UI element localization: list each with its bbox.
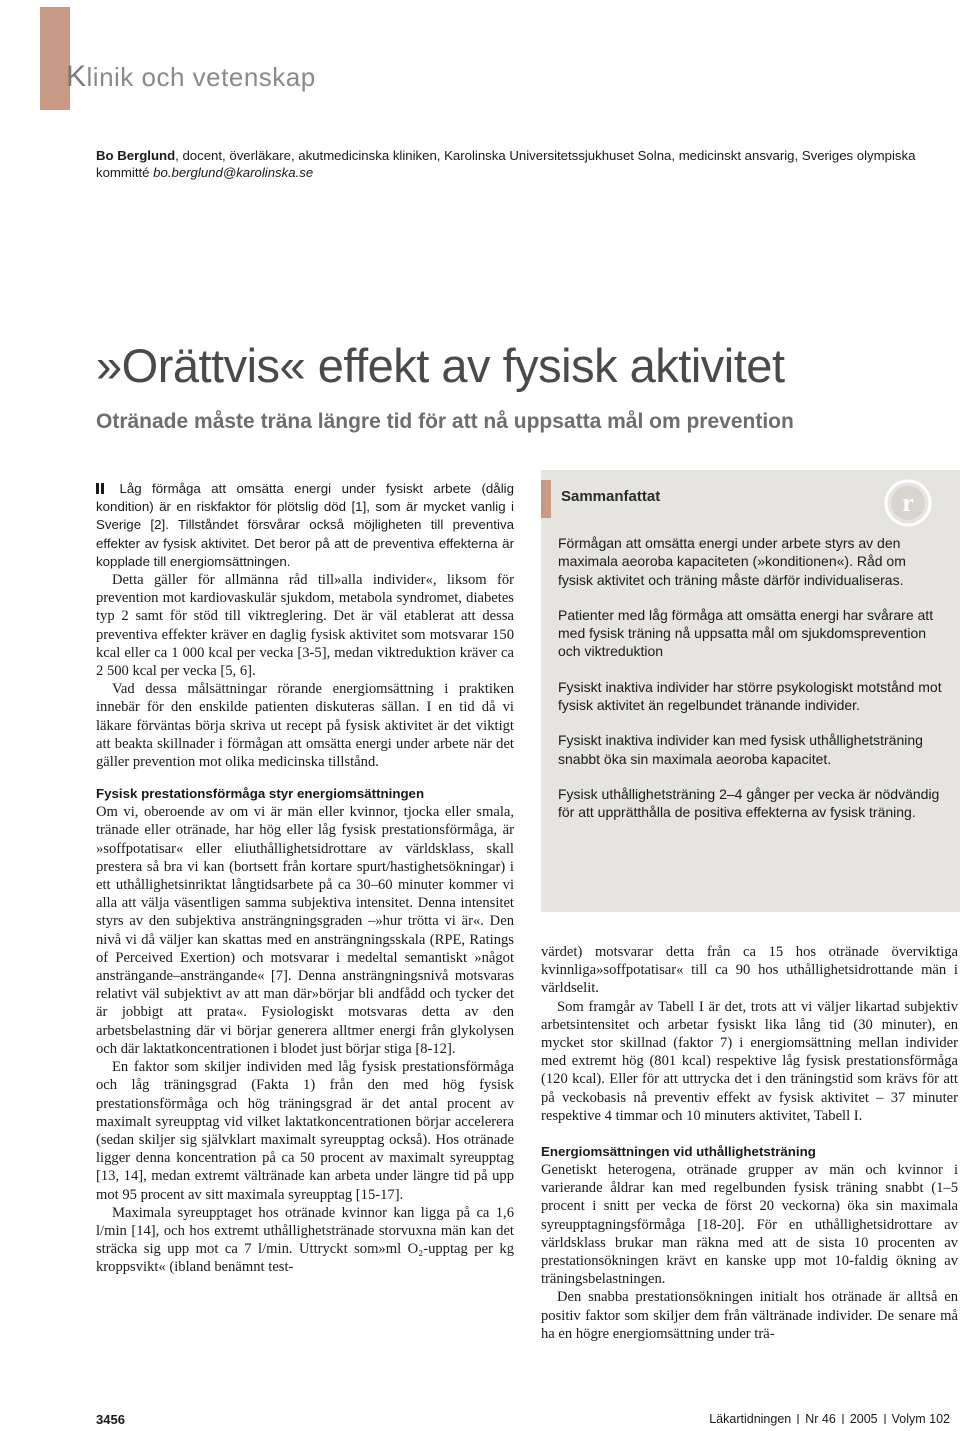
- author-info: [96, 147, 936, 181]
- body-paragraph: Detta gäller för allmänna råd till»alla individer«, liksom för prevention mot kardiovaskulär sjukdom, metabola syndromet, diabetes typ 2 samt för stöd till viktreglering. Det är väl etablerat att dessa preventiva effekter kräver en daglig fysisk aktivitet som motsvarar 150 kcal eller ca 1 000 kcal per vecka [3-5], medan viktreduktion kräver ca 2 500 kcal per vecka [5, 6].: [96, 572, 514, 680]
- page-number: 3456: [96, 1412, 125, 1427]
- summary-item: Fysisk uthållighetsträning 2–4 gånger per vecka är nödvändig för att upprätthålla de positiva effekterna av fysisk träning.: [558, 785, 940, 821]
- headline: »Orättvis« effekt av fysisk aktivitet: [96, 339, 785, 392]
- subheadline: Otränade måste träna längre tid för att nå uppsatta mål om prevention: [96, 410, 794, 433]
- summary-item: Förmågan att omsätta energi under arbete styrs av den maximala aeoroba kapaciteten (»konditionen«). Råd om fysisk aktivitet och träning måste därför individualiseras.: [558, 535, 906, 588]
- body-paragraph: värdet) motsvarar detta från ca 15 hos otränade överviktiga kvinnliga»soffpotatisar« till ca 90 hos uthållighetsidrottande män i världselit.: [541, 944, 958, 997]
- summary-item: Fysiskt inaktiva individer kan med fysisk uthållighetsträning snabbt öka sin maximala aeoroba kapacitet.: [558, 732, 923, 767]
- body-paragraph: Genetiskt heterogena, otränade grupper av män och kvinnor i varierande åldrar kan med regelbunden fysisk träning snabbt (1–5 procent i snitt per vecka de först 20 veckorna) öka sin maximala syreupptagningsförmåga [18-20]. För en uthållighetsidrottare av världsklass brukar man räkna med att de sista 10 procenten av prestationsökningen krävt en kanske upp mot 10-faldig ökning av träningsbelastningen.: [541, 1162, 958, 1288]
- body-paragraph: Som framgår av Tabell I är det, trots att vi väljer likartad subjektiv arbetsintensitet och arbetar fysiskt lika lång tid (30 minuter), en mycket stor skillnad (faktor 7) i energiomsättning mellan individer med extremt hög (801 kcal) respektive låg fysisk prestationsförmåga (120 kcal). Eller för att uttrycka det i den träningstid som krävs för att på veckobasis nå preventiv effekt av fysisk aktivitet – 37 minuter respektive 4 timmar och 10 minuters aktivitet, Tabell I.: [541, 998, 958, 1124]
- footer-year: 2005: [849, 1412, 878, 1426]
- svg-text:r: r: [902, 488, 914, 517]
- section-title-rest: linik och vetenskap: [86, 62, 316, 92]
- body-paragraph: Om vi, oberoende av om vi är män eller kvinnor, tjocka eller smala, tränade eller otränade, har hög eller låg fysisk prestationsförmåga, är »soffpotatisar« eller eliuthållighetsidrottare av världsklass, skall prestera så bra vi kan (bortsett från kortare spurt/hastighetsökningar) i ett uthållighetsinriktat långtidsarbete på ca 30–60 minuter kommer vi alla att välja väsentligen samma subjektiva intensitet. Denna intensitet styrs av den subjektiva ansträngningsgraden –»hur trötta vi är«. Den nivå vi då väljer kan skattas med en ansträngningsskala (RPE, Ratings of Perceived Exertion) och motsvarar i medeltal semantiskt »något ansträngande–ansträngande« [7]. Denna ansträngningsnivå motsvaras relativt väl subjektivt av att man där»börjar bli andfådd och tycker det är jobbigt att prata«. Fysiologiskt motsvaras detta av den arbetsbelastning där vi börjar generera alltmer energi från glykolysen och där laktatkoncentrationen i blodet just börjar stiga [8-12].: [96, 804, 514, 1057]
- section-color-block: [40, 7, 70, 110]
- footer-separator: [842, 1414, 844, 1424]
- r-circle-logo-icon: [883, 478, 933, 528]
- author-name: Bo Berglund: [96, 148, 176, 163]
- section-title: [66, 60, 323, 94]
- body-paragraph: Maximala syreupptaget hos otränade kvinnor kan ligga på ca 1,6 l/min [14], och hos extremt uthållighetstränade storvuxna män kan det sträcka sig upp mot ca 7 l/min. Uttryckt som»ml O₂-upptag per kg kroppsvikt« (ibland benämnt test-: [96, 1204, 514, 1276]
- summary-box-body: [558, 534, 943, 839]
- footer-separator: [797, 1414, 799, 1424]
- footer-volume: Volym 102: [891, 1412, 950, 1426]
- author-email[interactable]: bo.berglund@karolinska.se: [153, 165, 314, 180]
- summary-box-title: Sammanfattat: [561, 488, 661, 505]
- body-paragraph: En faktor som skiljer individen med låg fysisk prestationsförmåga och låg träningsgrad (Fakta 1) från den med hög fysisk prestationsförmåga och hög träningsgrad är det antal procent av maximalt syreupptag vid vilket laktatkoncentrationen börjar accelerera (sedan skiljer sig självklart maximalt syreupptag också). Hos otränade ligger denna koncentration på ca 50 procent av maximalt syreupptag [13, 14], medan extremt vältränade kan arbeta under längre tid på upp mot 95 procent av sitt maximala syreupptag [15-17].: [96, 1059, 514, 1203]
- footer-journal: Läkartidningen: [709, 1412, 792, 1426]
- section-title-initial: K: [66, 60, 87, 93]
- summary-item: Patienter med låg förmåga att omsätta energi har svårare att med fysisk träning nå uppsatta mål om sjukdomsprevention och viktreduktion: [558, 606, 934, 660]
- body-paragraph: Vad dessa målsättningar rörande energiomsättning i praktiken innebär för den enskilde patienten diskuteras sällan. I en tid då vi läkare förväntas börja skriva ut recept på fysisk aktivitet är det viktigt att beakta skillnader i förmågan att omsätta energi under arbete när det gäller prevention mot olika medicinska tillstånd.: [96, 681, 514, 771]
- start-marker-icon: [96, 481, 109, 499]
- lead-paragraph: [96, 480, 514, 571]
- lead-text: Låg förmåga att omsätta energi under fysiskt arbete (dålig kondition) är en riskfaktor för plötslig död [1], som är mycket vanlig i Sverige [2]. Tillståndet försvårar också möjligheten till preventiva effekter av fysisk aktivitet. Det beror på att de preventiva effekterna är kopplade till energiomsättningen.: [96, 481, 515, 569]
- body-paragraph: Den snabba prestationsökningen initialt hos otränade är alltså en positiv faktor som skiljer dem från vältränade individer. De senare må ha en högre energiomsättning under trä-: [541, 1289, 958, 1342]
- author-details: , docent, överläkare, akutmedicinska kliniken, Karolinska Universitetssjukhuset Solna, medicinskt ansvarig, Sveriges olympiska kommitté: [96, 148, 916, 180]
- footer-journal-info: [709, 1412, 950, 1426]
- summary-box-accent: [541, 480, 551, 518]
- right-column: [541, 943, 958, 1343]
- subsection-heading: Energiomsättningen vid uthållighetsträning: [541, 1144, 816, 1160]
- subsection-heading: Fysisk prestationsförmåga styr energiomsättningen: [96, 786, 425, 802]
- summary-item: Fysiskt inaktiva individer har större psykologiskt motstånd mot fysisk aktivitet än regelbundet tränande individer.: [558, 678, 942, 714]
- footer-separator: [884, 1414, 886, 1424]
- left-column: [96, 480, 514, 1277]
- footer-issue: Nr 46: [805, 1412, 836, 1426]
